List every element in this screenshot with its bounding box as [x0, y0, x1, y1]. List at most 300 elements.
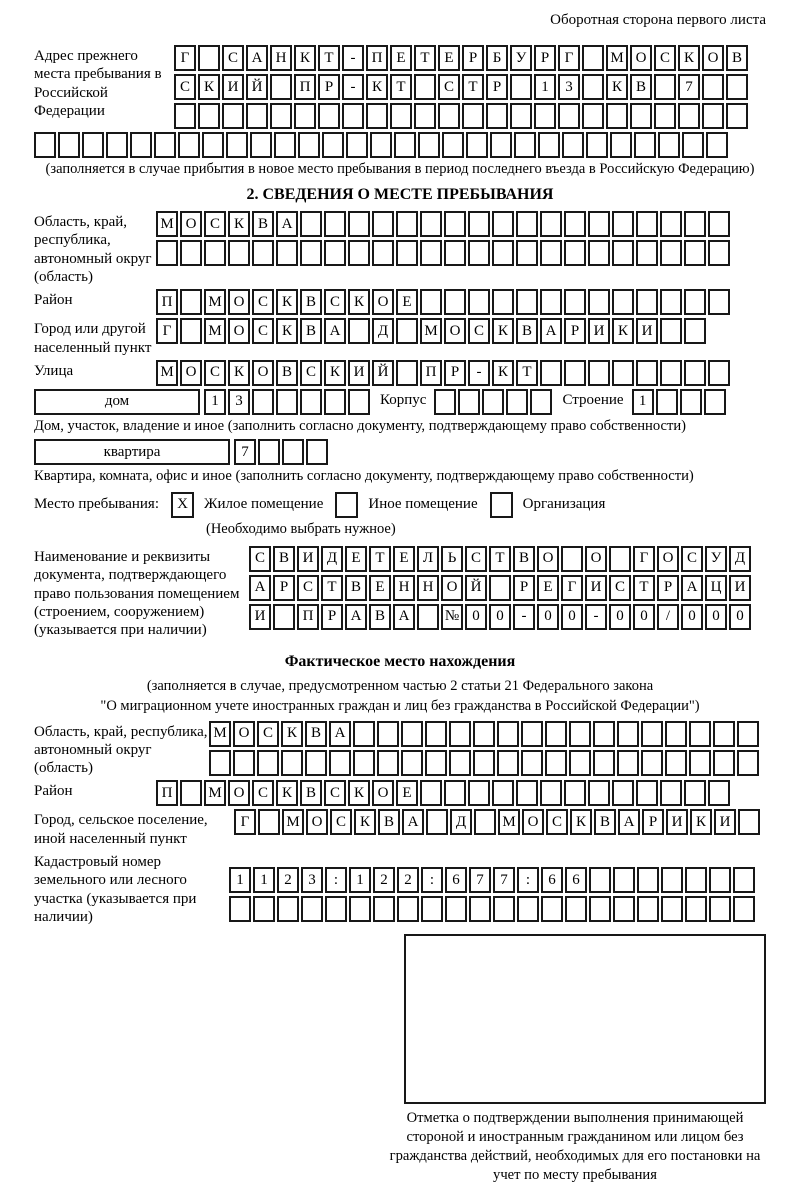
char-cell[interactable] — [468, 240, 490, 266]
char-cell[interactable]: П — [420, 360, 442, 386]
char-cell[interactable] — [634, 132, 656, 158]
char-cell[interactable] — [396, 318, 418, 344]
char-cell[interactable] — [540, 780, 562, 806]
char-cell[interactable]: № — [441, 604, 463, 630]
char-cell[interactable]: А — [681, 575, 703, 601]
char-cell[interactable]: Г — [156, 318, 178, 344]
char-cell[interactable] — [458, 389, 480, 415]
char-cell[interactable] — [588, 240, 610, 266]
char-cell[interactable] — [636, 211, 658, 237]
char-cell[interactable] — [252, 240, 274, 266]
char-cell[interactable] — [569, 750, 591, 776]
char-cell[interactable] — [258, 439, 280, 465]
char-cell[interactable] — [637, 896, 659, 922]
char-cell[interactable] — [569, 721, 591, 747]
char-cell[interactable] — [541, 896, 563, 922]
char-cell[interactable] — [593, 750, 615, 776]
char-cell[interactable] — [521, 750, 543, 776]
char-cell[interactable] — [346, 132, 368, 158]
char-cell[interactable] — [617, 721, 639, 747]
char-cell[interactable]: : — [325, 867, 347, 893]
char-cell[interactable] — [613, 896, 635, 922]
checkbox-organization[interactable] — [490, 492, 513, 518]
char-cell[interactable] — [273, 604, 295, 630]
char-cell[interactable] — [702, 74, 724, 100]
char-cell[interactable] — [353, 721, 375, 747]
char-cell[interactable] — [58, 132, 80, 158]
char-cell[interactable] — [656, 389, 678, 415]
char-cell[interactable]: 6 — [565, 867, 587, 893]
char-cell[interactable]: С — [465, 546, 487, 572]
char-cell[interactable]: 2 — [397, 867, 419, 893]
char-cell[interactable] — [540, 211, 562, 237]
char-cell[interactable]: А — [345, 604, 367, 630]
char-cell[interactable]: И — [222, 74, 244, 100]
char-cell[interactable]: С — [249, 546, 271, 572]
char-cell[interactable]: В — [345, 575, 367, 601]
char-cell[interactable]: 0 — [489, 604, 511, 630]
char-cell[interactable]: В — [300, 289, 322, 315]
char-cell[interactable]: 7 — [234, 439, 256, 465]
char-cell[interactable] — [349, 896, 371, 922]
char-cell[interactable] — [641, 750, 663, 776]
char-cell[interactable]: Т — [516, 360, 538, 386]
char-cell[interactable] — [713, 721, 735, 747]
char-cell[interactable] — [462, 103, 484, 129]
char-cell[interactable] — [738, 809, 760, 835]
char-cell[interactable]: Т — [414, 45, 436, 71]
char-cell[interactable]: К — [228, 211, 250, 237]
char-cell[interactable]: Й — [246, 74, 268, 100]
char-cell[interactable] — [713, 750, 735, 776]
char-cell[interactable]: А — [249, 575, 271, 601]
char-cell[interactable] — [564, 780, 586, 806]
char-cell[interactable] — [198, 103, 220, 129]
char-cell[interactable] — [482, 389, 504, 415]
char-cell[interactable] — [324, 240, 346, 266]
char-cell[interactable]: Р — [564, 318, 586, 344]
char-cell[interactable] — [613, 867, 635, 893]
char-cell[interactable] — [489, 575, 511, 601]
char-cell[interactable] — [449, 750, 471, 776]
char-cell[interactable] — [588, 289, 610, 315]
char-cell[interactable]: Т — [390, 74, 412, 100]
char-cell[interactable] — [492, 240, 514, 266]
char-cell[interactable]: 0 — [561, 604, 583, 630]
char-cell[interactable] — [274, 132, 296, 158]
char-cell[interactable] — [377, 721, 399, 747]
char-cell[interactable] — [637, 867, 659, 893]
char-cell[interactable]: Р — [462, 45, 484, 71]
char-cell[interactable] — [665, 750, 687, 776]
char-cell[interactable]: М — [282, 809, 304, 835]
char-cell[interactable] — [516, 211, 538, 237]
char-cell[interactable] — [370, 132, 392, 158]
char-cell[interactable]: С — [324, 780, 346, 806]
char-cell[interactable] — [636, 360, 658, 386]
char-cell[interactable] — [516, 240, 538, 266]
char-cell[interactable]: Н — [393, 575, 415, 601]
char-cell[interactable] — [545, 721, 567, 747]
char-cell[interactable] — [492, 289, 514, 315]
char-cell[interactable] — [306, 439, 328, 465]
char-cell[interactable] — [257, 750, 279, 776]
char-cell[interactable] — [540, 289, 562, 315]
char-cell[interactable]: - — [342, 45, 364, 71]
char-cell[interactable] — [298, 132, 320, 158]
char-cell[interactable] — [329, 750, 351, 776]
char-cell[interactable] — [708, 211, 730, 237]
char-cell[interactable]: В — [300, 780, 322, 806]
char-cell[interactable] — [250, 132, 272, 158]
char-cell[interactable] — [685, 867, 707, 893]
char-cell[interactable] — [421, 896, 443, 922]
char-cell[interactable]: К — [492, 360, 514, 386]
char-cell[interactable] — [425, 750, 447, 776]
char-cell[interactable] — [229, 896, 251, 922]
char-cell[interactable]: С — [330, 809, 352, 835]
char-cell[interactable]: Й — [372, 360, 394, 386]
char-cell[interactable]: О — [228, 780, 250, 806]
char-cell[interactable]: А — [246, 45, 268, 71]
char-cell[interactable] — [540, 360, 562, 386]
char-cell[interactable] — [610, 132, 632, 158]
char-cell[interactable] — [630, 103, 652, 129]
char-cell[interactable] — [506, 389, 528, 415]
char-cell[interactable] — [660, 780, 682, 806]
char-cell[interactable]: 1 — [349, 867, 371, 893]
char-cell[interactable]: С — [252, 780, 274, 806]
char-cell[interactable]: 3 — [558, 74, 580, 100]
char-cell[interactable] — [324, 389, 346, 415]
char-cell[interactable] — [708, 240, 730, 266]
char-cell[interactable]: Р — [657, 575, 679, 601]
char-cell[interactable] — [490, 132, 512, 158]
char-cell[interactable] — [418, 132, 440, 158]
char-cell[interactable] — [589, 867, 611, 893]
char-cell[interactable]: С — [609, 575, 631, 601]
char-cell[interactable] — [228, 240, 250, 266]
char-cell[interactable] — [514, 132, 536, 158]
char-cell[interactable]: А — [618, 809, 640, 835]
char-cell[interactable]: В — [305, 721, 327, 747]
char-cell[interactable]: 0 — [633, 604, 655, 630]
char-cell[interactable]: 1 — [253, 867, 275, 893]
char-cell[interactable] — [322, 132, 344, 158]
char-cell[interactable]: О — [180, 211, 202, 237]
char-cell[interactable]: О — [180, 360, 202, 386]
char-cell[interactable] — [709, 896, 731, 922]
char-cell[interactable] — [708, 360, 730, 386]
char-cell[interactable] — [684, 360, 706, 386]
char-cell[interactable]: И — [729, 575, 751, 601]
char-cell[interactable] — [565, 896, 587, 922]
char-cell[interactable] — [154, 132, 176, 158]
char-cell[interactable] — [684, 240, 706, 266]
char-cell[interactable] — [682, 132, 704, 158]
char-cell[interactable]: М — [420, 318, 442, 344]
char-cell[interactable] — [661, 896, 683, 922]
char-cell[interactable]: С — [468, 318, 490, 344]
char-cell[interactable]: Г — [174, 45, 196, 71]
char-cell[interactable]: 0 — [537, 604, 559, 630]
char-cell[interactable] — [420, 240, 442, 266]
char-cell[interactable] — [684, 318, 706, 344]
char-cell[interactable] — [178, 132, 200, 158]
char-cell[interactable]: 1 — [204, 389, 226, 415]
char-cell[interactable] — [106, 132, 128, 158]
char-cell[interactable] — [258, 809, 280, 835]
char-cell[interactable]: В — [300, 318, 322, 344]
char-cell[interactable]: Е — [537, 575, 559, 601]
char-cell[interactable]: 3 — [301, 867, 323, 893]
char-cell[interactable] — [425, 721, 447, 747]
char-cell[interactable] — [397, 896, 419, 922]
char-cell[interactable] — [588, 211, 610, 237]
char-cell[interactable]: К — [354, 809, 376, 835]
char-cell[interactable]: 1 — [534, 74, 556, 100]
char-cell[interactable]: Г — [633, 546, 655, 572]
char-cell[interactable]: Д — [729, 546, 751, 572]
char-cell[interactable] — [348, 211, 370, 237]
char-cell[interactable] — [588, 360, 610, 386]
char-cell[interactable] — [426, 809, 448, 835]
char-cell[interactable]: Р — [318, 74, 340, 100]
char-cell[interactable]: У — [510, 45, 532, 71]
char-cell[interactable]: Е — [390, 45, 412, 71]
char-cell[interactable] — [324, 211, 346, 237]
char-cell[interactable] — [82, 132, 104, 158]
char-cell[interactable]: И — [714, 809, 736, 835]
char-cell[interactable] — [438, 103, 460, 129]
char-cell[interactable] — [558, 103, 580, 129]
char-cell[interactable] — [270, 103, 292, 129]
char-cell[interactable] — [680, 389, 702, 415]
char-cell[interactable]: Р — [486, 74, 508, 100]
char-cell[interactable]: К — [294, 45, 316, 71]
char-cell[interactable]: Е — [396, 289, 418, 315]
char-cell[interactable]: С — [174, 74, 196, 100]
char-cell[interactable]: К — [348, 289, 370, 315]
char-cell[interactable] — [708, 289, 730, 315]
char-cell[interactable]: 3 — [228, 389, 250, 415]
char-cell[interactable]: - — [513, 604, 535, 630]
char-cell[interactable]: О — [228, 289, 250, 315]
char-cell[interactable] — [276, 389, 298, 415]
char-cell[interactable]: 0 — [465, 604, 487, 630]
char-cell[interactable] — [684, 780, 706, 806]
char-cell[interactable] — [593, 721, 615, 747]
char-cell[interactable] — [510, 103, 532, 129]
char-cell[interactable] — [588, 780, 610, 806]
char-cell[interactable]: А — [329, 721, 351, 747]
char-cell[interactable]: В — [252, 211, 274, 237]
char-cell[interactable]: В — [369, 604, 391, 630]
char-cell[interactable] — [377, 750, 399, 776]
char-cell[interactable] — [561, 546, 583, 572]
char-cell[interactable]: Т — [369, 546, 391, 572]
char-cell[interactable]: Е — [369, 575, 391, 601]
char-cell[interactable] — [204, 240, 226, 266]
char-cell[interactable] — [510, 74, 532, 100]
char-cell[interactable] — [396, 211, 418, 237]
char-cell[interactable] — [689, 750, 711, 776]
char-cell[interactable]: С — [222, 45, 244, 71]
char-cell[interactable] — [300, 211, 322, 237]
char-cell[interactable] — [606, 103, 628, 129]
char-cell[interactable]: О — [252, 360, 274, 386]
char-cell[interactable] — [348, 389, 370, 415]
char-cell[interactable]: А — [540, 318, 562, 344]
char-cell[interactable]: Т — [633, 575, 655, 601]
char-cell[interactable]: Р — [513, 575, 535, 601]
char-cell[interactable] — [582, 103, 604, 129]
char-cell[interactable]: А — [393, 604, 415, 630]
char-cell[interactable] — [277, 896, 299, 922]
char-cell[interactable]: Е — [393, 546, 415, 572]
char-cell[interactable] — [434, 389, 456, 415]
char-cell[interactable] — [684, 289, 706, 315]
char-cell[interactable]: - — [585, 604, 607, 630]
char-cell[interactable] — [348, 240, 370, 266]
char-cell[interactable] — [282, 439, 304, 465]
char-cell[interactable] — [180, 240, 202, 266]
char-cell[interactable] — [538, 132, 560, 158]
char-cell[interactable]: Т — [462, 74, 484, 100]
char-cell[interactable] — [130, 132, 152, 158]
char-cell[interactable] — [318, 103, 340, 129]
char-cell[interactable] — [564, 240, 586, 266]
char-cell[interactable]: Н — [417, 575, 439, 601]
char-cell[interactable] — [589, 896, 611, 922]
char-cell[interactable] — [252, 389, 274, 415]
char-cell[interactable]: О — [372, 780, 394, 806]
char-cell[interactable] — [469, 896, 491, 922]
char-cell[interactable] — [442, 132, 464, 158]
char-cell[interactable] — [564, 211, 586, 237]
char-cell[interactable]: 7 — [678, 74, 700, 100]
char-cell[interactable]: : — [421, 867, 443, 893]
char-cell[interactable]: К — [678, 45, 700, 71]
char-cell[interactable]: Р — [642, 809, 664, 835]
char-cell[interactable] — [733, 896, 755, 922]
char-cell[interactable] — [678, 103, 700, 129]
char-cell[interactable]: С — [654, 45, 676, 71]
char-cell[interactable] — [704, 389, 726, 415]
char-cell[interactable] — [612, 211, 634, 237]
char-cell[interactable]: О — [233, 721, 255, 747]
char-cell[interactable] — [709, 867, 731, 893]
char-cell[interactable]: П — [366, 45, 388, 71]
char-cell[interactable] — [726, 103, 748, 129]
char-cell[interactable]: Н — [270, 45, 292, 71]
char-cell[interactable]: Р — [321, 604, 343, 630]
char-cell[interactable]: М — [498, 809, 520, 835]
char-cell[interactable]: О — [441, 575, 463, 601]
char-cell[interactable] — [445, 896, 467, 922]
char-cell[interactable]: 7 — [469, 867, 491, 893]
char-cell[interactable] — [474, 809, 496, 835]
char-cell[interactable]: В — [516, 318, 538, 344]
char-cell[interactable]: Е — [396, 780, 418, 806]
char-cell[interactable] — [517, 896, 539, 922]
char-cell[interactable] — [396, 240, 418, 266]
char-cell[interactable]: 1 — [632, 389, 654, 415]
checkbox-residential[interactable]: X — [171, 492, 194, 518]
char-cell[interactable]: М — [156, 360, 178, 386]
char-cell[interactable]: В — [276, 360, 298, 386]
char-cell[interactable] — [545, 750, 567, 776]
char-cell[interactable]: О — [522, 809, 544, 835]
char-cell[interactable] — [180, 318, 202, 344]
char-cell[interactable]: Д — [372, 318, 394, 344]
char-cell[interactable] — [660, 360, 682, 386]
char-cell[interactable] — [209, 750, 231, 776]
char-cell[interactable] — [444, 240, 466, 266]
char-cell[interactable]: И — [297, 546, 319, 572]
char-cell[interactable]: С — [257, 721, 279, 747]
char-cell[interactable] — [390, 103, 412, 129]
char-cell[interactable] — [396, 360, 418, 386]
char-cell[interactable] — [685, 896, 707, 922]
char-cell[interactable]: С — [300, 360, 322, 386]
char-cell[interactable] — [530, 389, 552, 415]
char-cell[interactable] — [34, 132, 56, 158]
char-cell[interactable]: С — [438, 74, 460, 100]
char-cell[interactable]: К — [348, 780, 370, 806]
char-cell[interactable]: - — [342, 74, 364, 100]
char-cell[interactable] — [414, 103, 436, 129]
char-cell[interactable] — [609, 546, 631, 572]
char-cell[interactable]: А — [324, 318, 346, 344]
char-cell[interactable] — [661, 867, 683, 893]
char-cell[interactable] — [534, 103, 556, 129]
char-cell[interactable] — [468, 211, 490, 237]
char-cell[interactable]: М — [209, 721, 231, 747]
char-cell[interactable]: К — [606, 74, 628, 100]
char-cell[interactable]: Д — [450, 809, 472, 835]
char-cell[interactable] — [342, 103, 364, 129]
char-cell[interactable]: Г — [561, 575, 583, 601]
char-cell[interactable]: С — [681, 546, 703, 572]
char-cell[interactable]: П — [297, 604, 319, 630]
char-cell[interactable] — [444, 211, 466, 237]
char-cell[interactable] — [233, 750, 255, 776]
char-cell[interactable]: К — [198, 74, 220, 100]
char-cell[interactable] — [414, 74, 436, 100]
char-cell[interactable] — [420, 289, 442, 315]
char-cell[interactable] — [497, 750, 519, 776]
char-cell[interactable]: Е — [438, 45, 460, 71]
char-cell[interactable] — [420, 211, 442, 237]
char-cell[interactable]: О — [306, 809, 328, 835]
char-cell[interactable] — [702, 103, 724, 129]
char-cell[interactable] — [641, 721, 663, 747]
char-cell[interactable] — [305, 750, 327, 776]
char-cell[interactable] — [270, 74, 292, 100]
char-cell[interactable]: К — [324, 360, 346, 386]
char-cell[interactable]: В — [378, 809, 400, 835]
char-cell[interactable]: Т — [318, 45, 340, 71]
char-cell[interactable]: 7 — [493, 867, 515, 893]
char-cell[interactable]: К — [492, 318, 514, 344]
char-cell[interactable]: К — [276, 289, 298, 315]
char-cell[interactable]: В — [273, 546, 295, 572]
char-cell[interactable] — [660, 240, 682, 266]
char-cell[interactable]: Г — [558, 45, 580, 71]
char-cell[interactable]: С — [297, 575, 319, 601]
char-cell[interactable] — [301, 896, 323, 922]
